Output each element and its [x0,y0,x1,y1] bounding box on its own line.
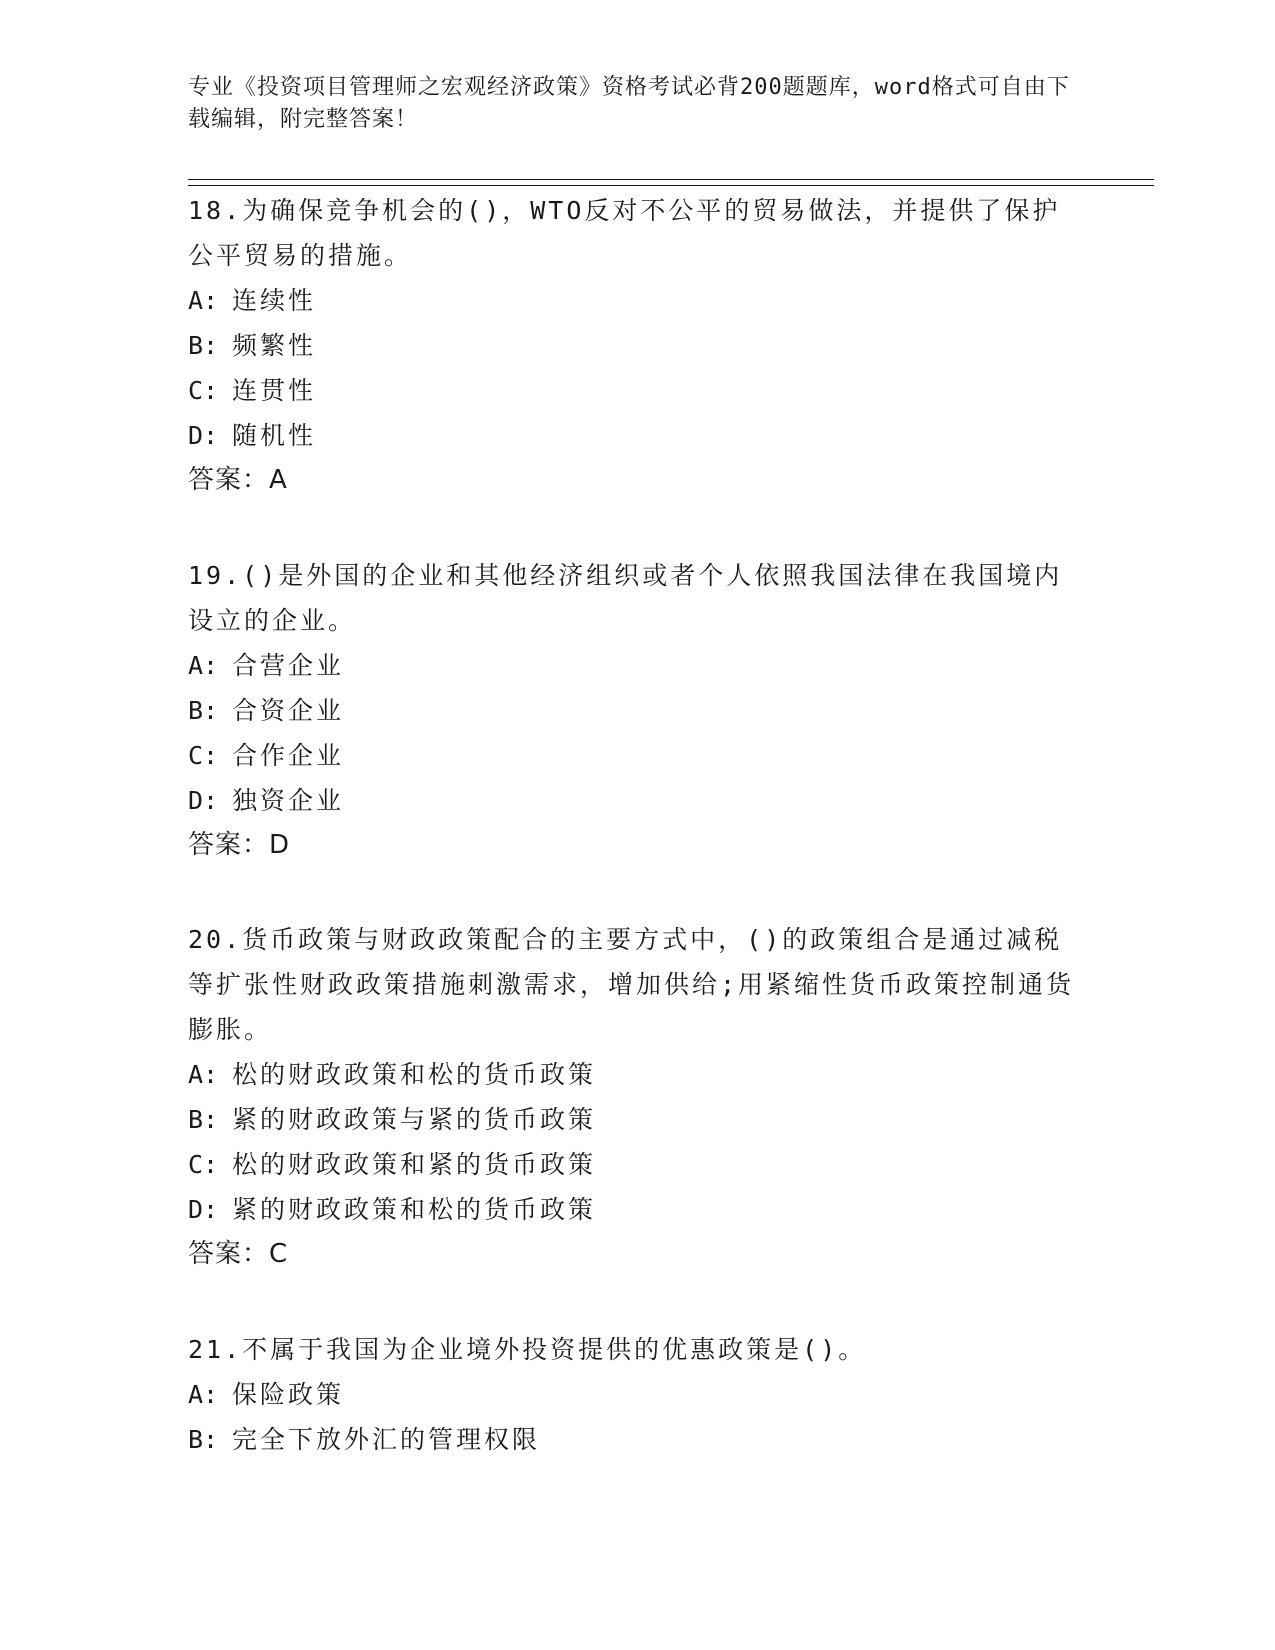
question-stem: 19.()是外国的企业和其他经济组织或者个人依照我国法律在我国境内设立的企业。 [188,561,1063,635]
option-letter: B: [188,1425,219,1454]
question-20 [188,917,1088,1277]
option-letter: D: [188,1195,219,1224]
option-letter: B: [188,331,219,360]
option-letter: D: [188,786,219,815]
option-letter: C: [188,1150,219,1179]
option-text: 频繁性 [232,331,317,360]
question-21 [188,1327,1088,1462]
option-d [188,413,1088,458]
option-text: 合作企业 [232,741,345,770]
answer-label: 答案： [188,1239,270,1269]
option-letter: B: [188,696,219,725]
option-letter: A: [188,1060,219,1089]
option-text: 连续性 [232,286,317,315]
option-text: 松的财政政策和松的货币政策 [232,1060,597,1089]
question-18 [188,188,1088,503]
header-divider-top [188,179,1154,180]
option-letter: A: [188,286,219,315]
answer-line [188,1232,1088,1277]
option-c [188,733,1088,778]
option-a [188,643,1088,688]
option-text: 紧的财政政策与紧的货币政策 [232,1105,597,1134]
option-c [188,1142,1088,1187]
option-text: 完全下放外汇的管理权限 [232,1425,541,1454]
answer-line [188,823,1088,868]
question-stem: 21.不属于我国为企业境外投资提供的优惠政策是()。 [188,1335,867,1364]
option-text: 随机性 [232,421,317,450]
option-b [188,1097,1088,1142]
answer-value: C [269,1239,289,1269]
answer-label: 答案： [188,830,270,860]
option-text: 紧的财政政策和松的货币政策 [232,1195,597,1224]
option-a [188,1372,1088,1417]
option-text: 合营企业 [232,651,345,680]
option-text: 松的财政政策和紧的货币政策 [232,1150,597,1179]
option-letter: B: [188,1105,219,1134]
answer-value: A [269,465,288,495]
option-text: 保险政策 [232,1380,345,1409]
option-a [188,1052,1088,1097]
option-text: 连贯性 [232,376,317,405]
option-letter: C: [188,376,219,405]
option-d [188,778,1088,823]
option-letter: A: [188,651,219,680]
option-text: 独资企业 [232,786,345,815]
answer-label: 答案： [188,465,270,495]
option-c [188,368,1088,413]
question-stem: 20.货币政策与财政政策配合的主要方式中，()的政策组合是通过减税等扩张性财政政策措施刺激需求，增加供给;用紧缩性货币政策控制通货膨胀。 [188,925,1075,1044]
option-d [188,1187,1088,1232]
document-header [188,72,1088,136]
question-stem: 18.为确保竞争机会的()，WTO反对不公平的贸易做法，并提供了保护公平贸易的措施。 [188,196,1061,270]
answer-value: D [269,830,291,860]
header-divider-bottom [188,185,1154,186]
option-b [188,688,1088,733]
option-b [188,323,1088,368]
answer-line [188,458,1088,503]
question-19 [188,553,1088,868]
header-intro-text: 专业《投资项目管理师之宏观经济政策》资格考试必背200题题库，word格式可自由下载编辑，附完整答案！ [188,75,1070,132]
option-a [188,278,1088,323]
option-letter: A: [188,1380,219,1409]
option-letter: C: [188,741,219,770]
option-b [188,1417,1088,1462]
option-letter: D: [188,421,219,450]
option-text: 合资企业 [232,696,345,725]
